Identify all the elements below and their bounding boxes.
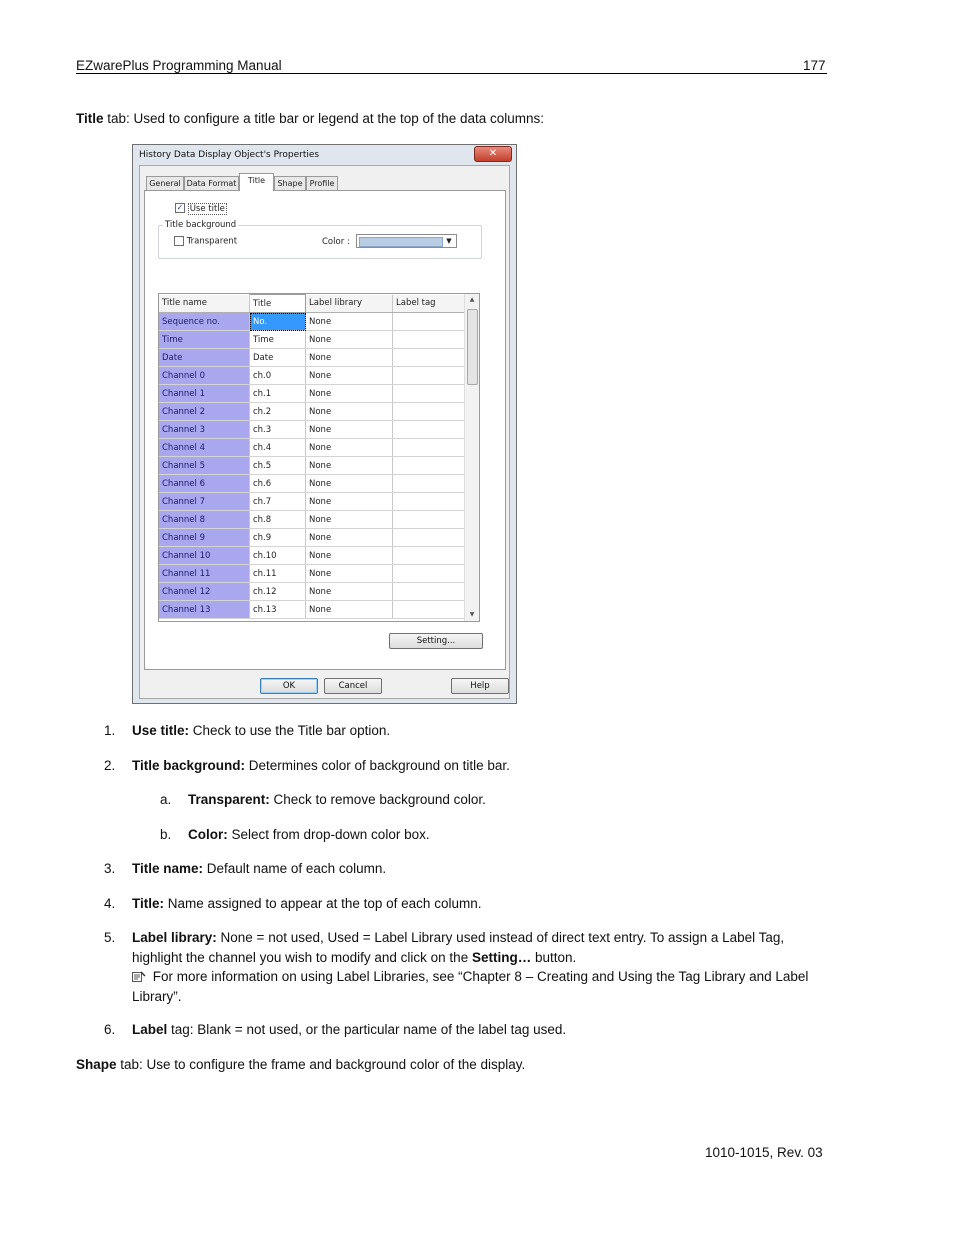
list-item-5-text: None = not used, Used = Label Library used instead of direct text entry. To assign a Label Tag, highlight the channel you wish to modify and click on the [132, 930, 785, 965]
cell-label-library[interactable]: None [306, 511, 393, 529]
header-title: EZwarePlus Programming Manual [76, 58, 282, 73]
title-grid [158, 293, 480, 622]
note-icon [132, 971, 146, 982]
list-item-1-text: Check to use the Title bar option. [189, 723, 391, 738]
cell-label-tag[interactable] [393, 565, 469, 583]
table-row[interactable] [159, 511, 469, 529]
grid-scrollbar[interactable] [464, 294, 479, 621]
cell-label-tag[interactable] [393, 547, 469, 565]
use-title-label: Use title [189, 203, 225, 214]
table-row[interactable] [159, 601, 469, 619]
cell-label-tag[interactable] [393, 511, 469, 529]
cell-title[interactable]: ch.11 [250, 565, 306, 583]
tab-general[interactable]: General [146, 176, 184, 190]
cell-label-library[interactable]: None [306, 349, 393, 367]
cell-label-library[interactable]: None [306, 421, 393, 439]
list-item-4-bold: Title: [132, 896, 165, 911]
list-item-5-note: For more information on using Label Libraries, see “Chapter 8 – Creating and Using the Tag Library and Label Library”. [132, 969, 809, 1004]
cell-label-tag[interactable] [393, 583, 469, 601]
col-header-label-library[interactable]: Label library [306, 295, 393, 313]
footer-revision: 1010-1015, Rev. 03 [705, 1145, 823, 1160]
list-item-4 [132, 894, 822, 914]
cell-label-tag[interactable] [393, 457, 469, 475]
cell-label-tag[interactable] [393, 601, 469, 619]
transparent-checkbox[interactable] [174, 236, 184, 246]
cell-title-name[interactable]: Channel 6 [159, 475, 250, 493]
col-header-title[interactable]: Title [250, 295, 306, 313]
properties-dialog [132, 144, 517, 704]
col-header-label-tag[interactable]: Label tag [393, 295, 469, 313]
cell-label-library[interactable]: None [306, 601, 393, 619]
list-item-2b [188, 827, 430, 842]
cell-label-library[interactable]: None [306, 331, 393, 349]
list-item-2a-bold: Transparent: [188, 792, 270, 807]
table-row[interactable] [159, 475, 469, 493]
cell-label-tag[interactable] [393, 313, 469, 331]
list-num-2: 2. [104, 758, 116, 773]
tab-data-format[interactable]: Data Format [184, 176, 239, 190]
intro-paragraph [76, 111, 544, 126]
cell-label-tag[interactable] [393, 475, 469, 493]
cell-label-tag[interactable] [393, 331, 469, 349]
cell-title[interactable]: No. [250, 313, 306, 331]
title-table [159, 294, 469, 619]
cell-label-library[interactable]: None [306, 403, 393, 421]
list-item-2a-text: Check to remove background color. [269, 792, 486, 807]
cell-title[interactable]: ch.2 [250, 403, 306, 421]
table-row[interactable] [159, 439, 469, 457]
grid-body [159, 313, 469, 619]
scroll-up-icon[interactable]: ▲ [469, 296, 475, 303]
cell-title-name[interactable]: Channel 7 [159, 493, 250, 511]
cell-title-name[interactable]: Channel 9 [159, 529, 250, 547]
list-item-2b-text: Select from drop-down color box. [227, 827, 430, 842]
list-item-6-bold: Label [132, 1022, 168, 1037]
table-row[interactable] [159, 493, 469, 511]
tab-shape[interactable]: Shape [274, 176, 306, 190]
list-num-4: 4. [104, 896, 116, 911]
table-row[interactable] [159, 349, 469, 367]
cell-title-name[interactable]: Channel 3 [159, 421, 250, 439]
list-num-2b: b. [160, 827, 172, 842]
cell-title-name[interactable]: Channel 12 [159, 583, 250, 601]
cell-title[interactable]: Date [250, 349, 306, 367]
table-row[interactable] [159, 547, 469, 565]
cell-title-name[interactable]: Sequence no. [159, 313, 250, 331]
cell-label-library[interactable]: None [306, 439, 393, 457]
cell-title-name[interactable]: Channel 13 [159, 601, 250, 619]
dialog-body [139, 165, 510, 699]
list-item-5 [132, 928, 822, 1006]
cell-title[interactable]: ch.1 [250, 385, 306, 403]
list-item-5-text2: button. [531, 949, 577, 965]
help-button[interactable]: Help [451, 678, 509, 694]
cell-title-name[interactable]: Channel 11 [159, 565, 250, 583]
table-row[interactable] [159, 529, 469, 547]
table-row[interactable] [159, 583, 469, 601]
table-row[interactable] [159, 313, 469, 331]
cell-label-library[interactable]: None [306, 529, 393, 547]
cell-label-tag[interactable] [393, 493, 469, 511]
table-row[interactable] [159, 421, 469, 439]
cell-title-name[interactable]: Channel 2 [159, 403, 250, 421]
outro-bold: Shape [76, 1057, 117, 1072]
cell-title[interactable]: ch.12 [250, 583, 306, 601]
intro-text: tab: Used to configure a title bar or legend at the top of the data columns: [103, 111, 545, 126]
cell-label-tag[interactable] [393, 403, 469, 421]
list-item-1 [132, 721, 822, 741]
list-item-2-text: Determines color of background on title bar. [245, 758, 510, 773]
cell-title[interactable]: ch.5 [250, 457, 306, 475]
color-dropdown[interactable] [356, 234, 457, 248]
transparent-label: Transparent [186, 236, 238, 247]
tab-profile[interactable]: Profile [306, 176, 338, 190]
title-background-group [158, 220, 482, 259]
list-item-2 [132, 756, 822, 776]
ok-button[interactable]: OK [260, 678, 318, 694]
cell-label-library[interactable]: None [306, 313, 393, 331]
intro-bold: Title [76, 111, 104, 126]
list-item-5-bold2: Setting… [471, 949, 532, 965]
list-item-2-bold: Title background: [132, 758, 246, 773]
tab-title[interactable]: Title [239, 173, 274, 191]
cell-label-library[interactable]: None [306, 583, 393, 601]
shape-tab-paragraph [76, 1057, 525, 1072]
color-swatch [359, 237, 443, 247]
use-title-checkbox[interactable]: ✓ [176, 203, 184, 212]
transparent-option[interactable] [174, 236, 237, 247]
use-title-option[interactable] [175, 203, 227, 214]
table-row[interactable] [159, 565, 469, 583]
cell-title-name[interactable]: Channel 0 [159, 367, 250, 385]
cell-label-library[interactable]: None [306, 493, 393, 511]
list-item-3 [132, 859, 822, 879]
list-item-5-bold: Label library: [132, 930, 217, 945]
list-item-3-bold: Title name: [132, 861, 204, 876]
list-num-6: 6. [104, 1022, 116, 1037]
list-num-2a: a. [160, 792, 172, 807]
cell-title[interactable]: ch.3 [250, 421, 306, 439]
cell-title[interactable]: Time [250, 331, 306, 349]
table-row[interactable] [159, 367, 469, 385]
list-num-5: 5. [104, 930, 116, 945]
cell-label-library[interactable]: None [306, 457, 393, 475]
table-row[interactable] [159, 385, 469, 403]
table-row[interactable] [159, 457, 469, 475]
grid-header-row [159, 295, 469, 313]
table-row[interactable] [159, 331, 469, 349]
scroll-thumb[interactable] [467, 309, 478, 385]
cell-title[interactable]: ch.6 [250, 475, 306, 493]
cell-label-library[interactable]: None [306, 367, 393, 385]
cell-title-name[interactable]: Channel 1 [159, 385, 250, 403]
list-num-1: 1. [104, 723, 116, 738]
close-icon: ✕ [488, 148, 498, 159]
cell-title[interactable]: ch.7 [250, 493, 306, 511]
dropdown-arrow-icon[interactable]: ▼ [446, 237, 452, 245]
setting-button[interactable]: Setting... [389, 633, 483, 649]
cell-label-tag[interactable] [393, 421, 469, 439]
list-item-6-text: tag: Blank = not used, or the particular name of the label tag used. [167, 1022, 567, 1037]
outro-text: tab: Use to configure the frame and background color of the display. [116, 1057, 526, 1072]
table-row[interactable] [159, 403, 469, 421]
title-tab-panel [144, 190, 506, 670]
cell-title-name[interactable]: Channel 8 [159, 511, 250, 529]
color-label: Color : [322, 237, 350, 247]
cell-title-name[interactable]: Channel 4 [159, 439, 250, 457]
list-item-2a [188, 792, 486, 807]
cell-label-library[interactable]: None [306, 475, 393, 493]
cell-label-library[interactable]: None [306, 385, 393, 403]
cell-label-tag[interactable] [393, 367, 469, 385]
cell-title[interactable]: ch.4 [250, 439, 306, 457]
cell-label-library[interactable]: None [306, 565, 393, 583]
list-item-4-text: Name assigned to appear at the top of each column. [164, 896, 482, 911]
cell-label-tag[interactable] [393, 439, 469, 457]
cell-title[interactable]: ch.0 [250, 367, 306, 385]
cell-title-name[interactable]: Channel 10 [159, 547, 250, 565]
dialog-title: History Data Display Object's Properties [139, 150, 320, 160]
cell-label-tag[interactable] [393, 385, 469, 403]
cell-label-tag[interactable] [393, 349, 469, 367]
list-item-3-text: Default name of each column. [203, 861, 387, 876]
cell-title[interactable]: ch.13 [250, 601, 306, 619]
close-button[interactable] [474, 146, 512, 162]
cell-title-name[interactable]: Channel 5 [159, 457, 250, 475]
list-item-6 [132, 1020, 822, 1040]
cell-title[interactable]: ch.9 [250, 529, 306, 547]
list-item-2b-bold: Color: [188, 827, 228, 842]
cell-label-tag[interactable] [393, 529, 469, 547]
list-num-3: 3. [104, 861, 116, 876]
list-item-1-bold: Use title: [132, 723, 190, 738]
cell-title[interactable]: ch.10 [250, 547, 306, 565]
cell-label-library[interactable]: None [306, 547, 393, 565]
scroll-down-icon[interactable]: ▼ [469, 611, 475, 618]
cancel-button[interactable]: Cancel [324, 678, 382, 694]
page-number: 177 [803, 58, 826, 73]
cell-title-name[interactable]: Time [159, 331, 250, 349]
cell-title[interactable]: ch.8 [250, 511, 306, 529]
col-header-title-name[interactable]: Title name [159, 295, 250, 313]
title-background-legend: Title background [165, 220, 237, 230]
cell-title-name[interactable]: Date [159, 349, 250, 367]
header-rule [76, 73, 827, 74]
